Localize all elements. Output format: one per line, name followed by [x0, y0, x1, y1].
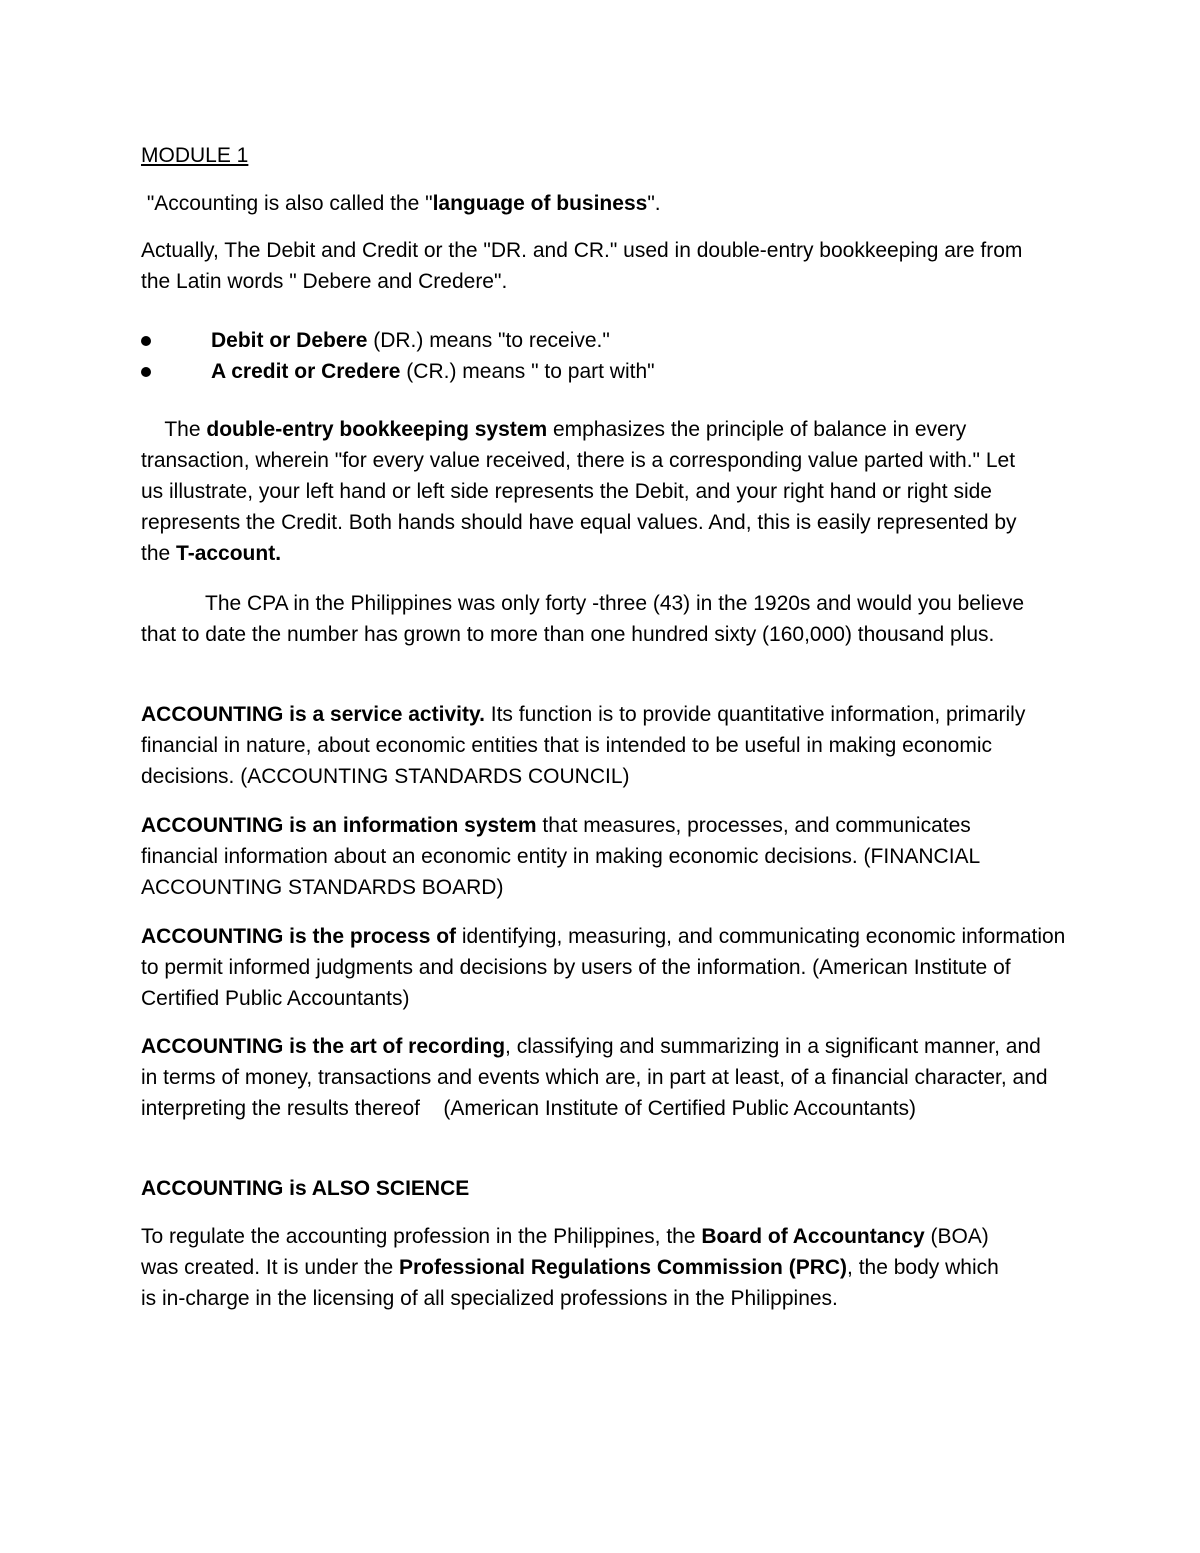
prc-bold: Professional Regulations Commission (PRC) — [398, 1256, 848, 1279]
boa-pre: To regulate the accounting profession in the Philippines, the — [141, 1225, 702, 1248]
definition-bold: ACCOUNTING is the art of recording — [141, 1035, 506, 1058]
double-entry-pre: The — [164, 418, 207, 441]
definition-information-system — [141, 810, 1021, 903]
intro-quote-post: ". — [647, 192, 661, 215]
definition-rest: , classifying and summarizing in a significant manner, and in terms of money, transactions and events which are, in part at least, of a financial character, and interpreting the results thereof (American Institute of Certified Public Accountants) — [141, 1035, 1054, 1120]
definition-bold: ACCOUNTING is a service activity. — [141, 703, 485, 726]
bullet-rest: (CR.) means " to part with" — [400, 360, 655, 383]
intro-quote-bold: language of business — [432, 192, 648, 215]
bullet-dot-icon — [141, 336, 151, 346]
board-of-accountancy-paragraph — [141, 1221, 1011, 1314]
definition-bold: ACCOUNTING is the process of — [141, 925, 457, 948]
latin-origin-paragraph: Actually, The Debit and Credit or the "DR. and CR." used in double-entry bookkeeping are from the Latin words " Debere and Credere". — [141, 239, 1023, 293]
bullet-rest: (DR.) means "to receive." — [367, 329, 610, 352]
definition-art-of-recording — [141, 1031, 1054, 1124]
definition-bold: ACCOUNTING is an information system — [141, 814, 537, 837]
science-heading — [141, 1173, 1071, 1204]
cpa-count-paragraph: The CPA in the Philippines was only forty -three (43) in the 1920s and would you believe that to date the number has grown to more than one hundred sixty (160,000) thousand plus. — [141, 592, 1025, 646]
boa-bold: Board of Accountancy — [701, 1225, 925, 1248]
science-heading-text: ACCOUNTING is ALSO SCIENCE — [141, 1177, 470, 1200]
module-title: MODULE 1 — [141, 144, 249, 167]
definition-service-activity — [141, 699, 1071, 792]
boa-mid: (BOA) was created. It is under the — [141, 1225, 989, 1279]
t-account-bold: T-account. — [176, 542, 282, 565]
bullet-bold: Debit or Debere — [211, 329, 368, 352]
intro-quote-pre: "Accounting is also called the " — [146, 192, 433, 215]
bullet-text — [211, 325, 610, 356]
intro-quote — [141, 188, 1071, 219]
definition-process — [141, 921, 1066, 1014]
bullet-bold: A credit or Credere — [211, 360, 401, 383]
definition-rest: Its function is to provide quantitative information, primarily financial in nature, about economic entities that is intended to be useful in making economic decisions. (ACCOUNTING STANDARDS COUNCIL) — [141, 703, 1026, 788]
double-entry-paragraph — [141, 414, 1041, 569]
double-entry-mid: emphasizes the principle of balance in every transaction, wherein "for every value received, there is a corresponding value parted with." Let us illustrate, your left hand or left side represents the Debit, and your right hand or right side represents the Credit. Both hands should have equal values. And, this is easily represented by the — [141, 418, 1017, 565]
definition-rest: that measures, processes, and communicates financial information about an economic entity in making economic decisions. (FINANCIAL ACCOUNTING STANDARDS BOARD) — [141, 814, 980, 899]
definition-rest: identifying, measuring, and communicating economic information to permit informed judgments and decisions by users of the information. (American Institute of Certified Public Accountants) — [141, 925, 1066, 1010]
bullet-text — [211, 356, 655, 387]
bullet-dot-icon — [141, 367, 151, 377]
boa-post: , the body which is in-charge in the licensing of all specialized professions in the Philippines. — [141, 1256, 999, 1310]
double-entry-bold: double-entry bookkeeping system — [206, 418, 548, 441]
